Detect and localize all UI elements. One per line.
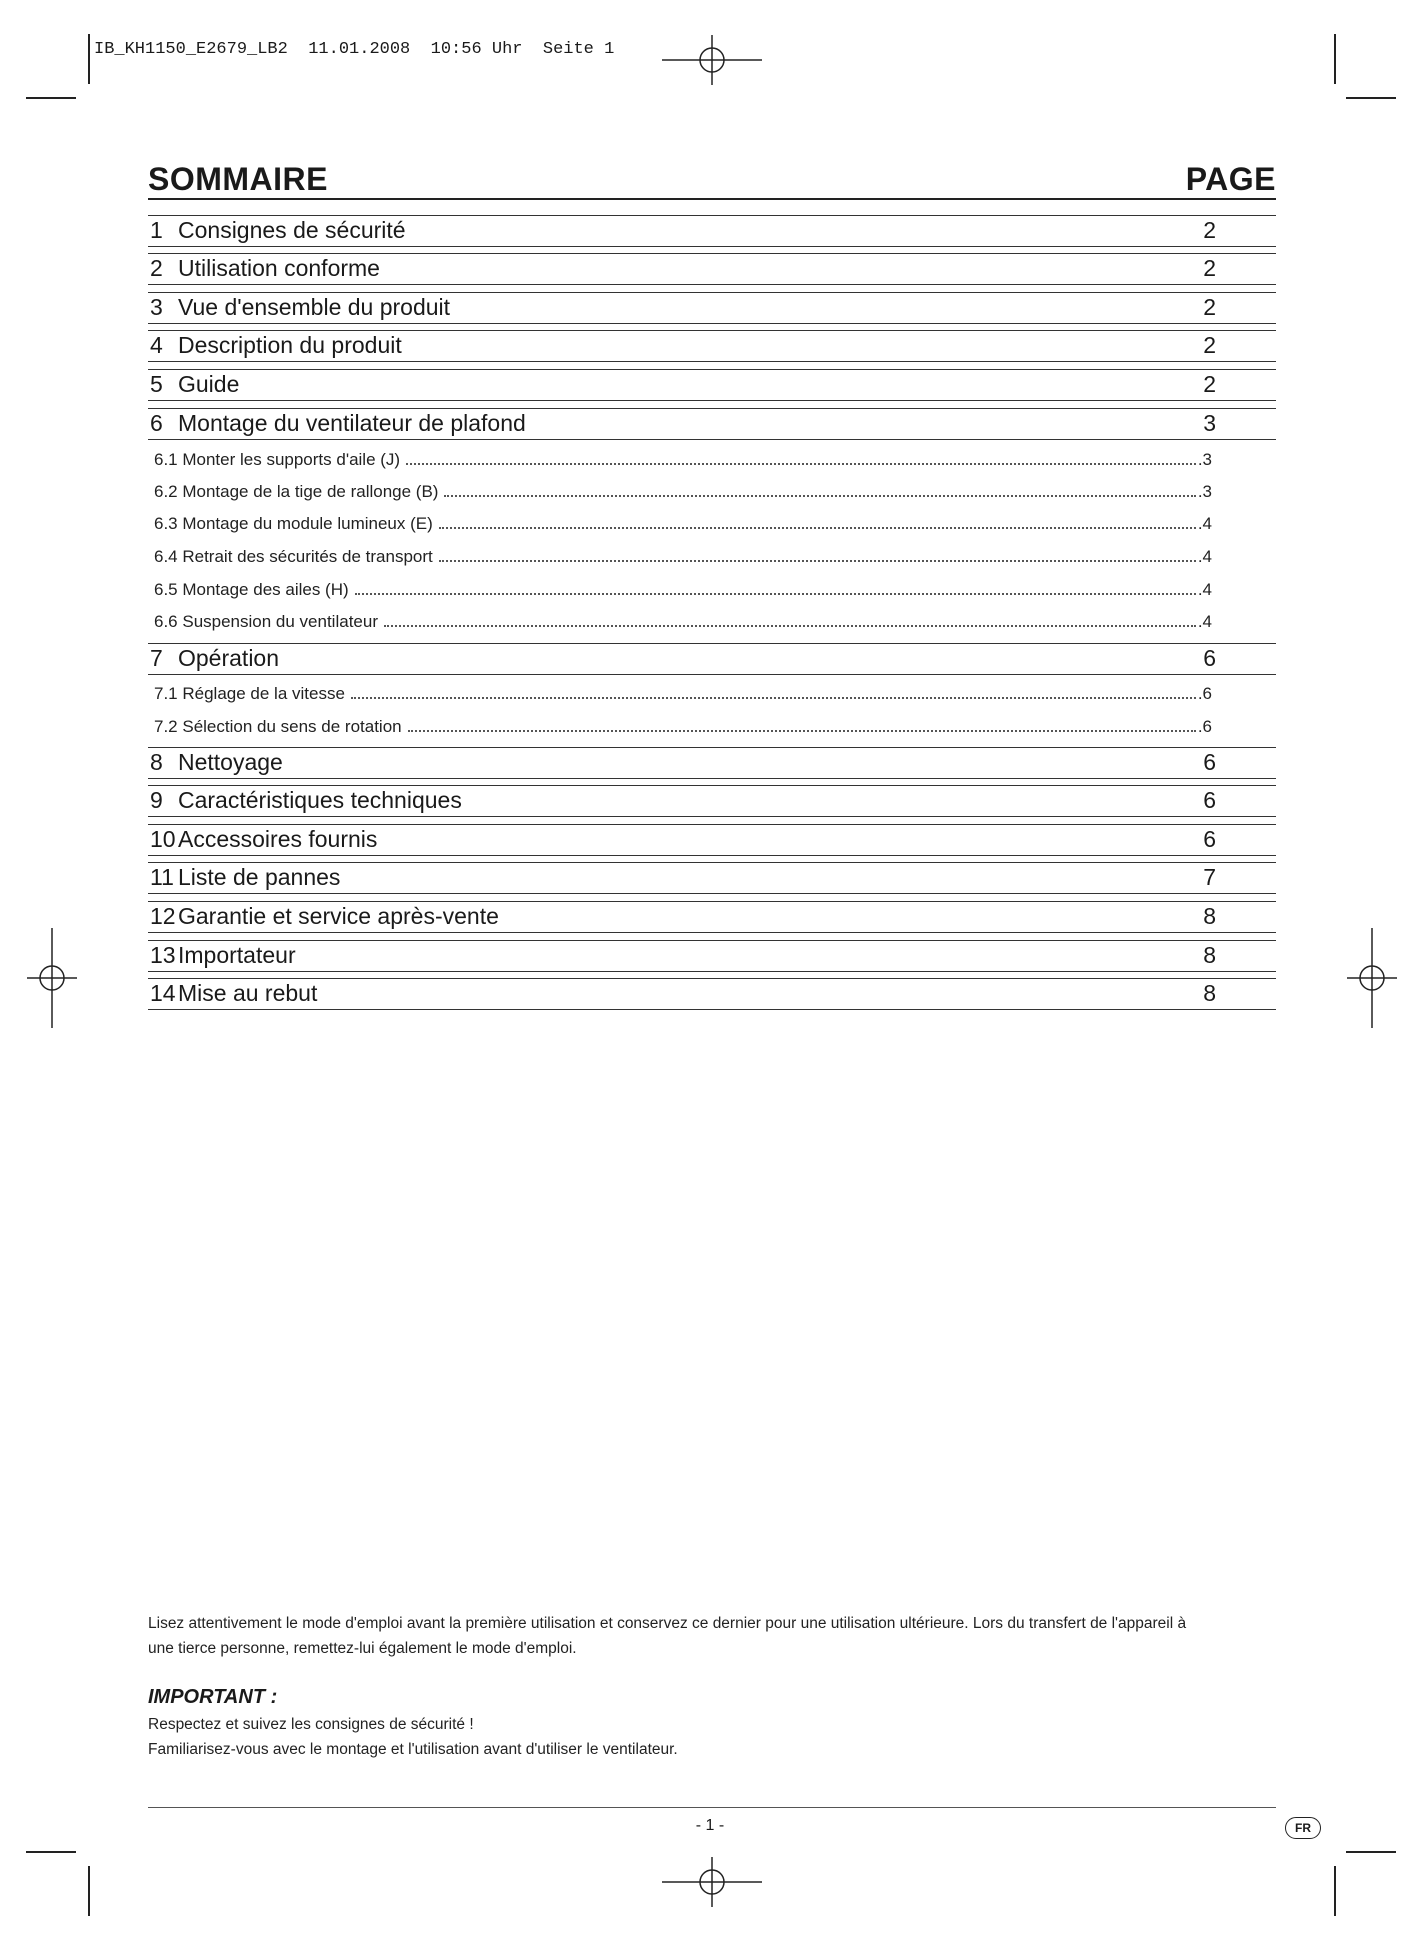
- subsection-page: .3: [1197, 450, 1212, 469]
- section-page: 2: [1203, 294, 1216, 320]
- toc-section[interactable]: [148, 292, 1276, 324]
- toc-subsection[interactable]: [154, 543, 1212, 567]
- page-number: - 1 -: [695, 1817, 725, 1834]
- section-number: 7: [150, 645, 163, 671]
- dot-leader: [408, 730, 1196, 732]
- section-page: 3: [1203, 410, 1216, 436]
- subsection-title: 6.2 Montage de la tige de rallonge (B): [154, 482, 439, 501]
- section-page: 2: [1203, 255, 1216, 281]
- section-title: Vue d'ensemble du produit: [178, 294, 451, 320]
- section-title: Guide: [178, 371, 240, 397]
- toc-title: SOMMAIRE: [148, 161, 328, 197]
- section-number: 9: [150, 787, 163, 813]
- toc-section[interactable]: [148, 215, 1276, 247]
- section-number: 2: [150, 255, 163, 281]
- section-title: Montage du ventilateur de plafond: [178, 410, 526, 436]
- section-number: 14: [150, 980, 176, 1006]
- toc-subsection[interactable]: [154, 478, 1212, 502]
- dot-leader: [444, 495, 1195, 497]
- section-number: 8: [150, 749, 163, 775]
- important-heading: IMPORTANT :: [148, 1686, 278, 1708]
- crop-mark: [1334, 1866, 1336, 1916]
- toc-section[interactable]: [148, 901, 1276, 933]
- subsection-page: .6: [1197, 684, 1212, 703]
- dot-leader: [439, 560, 1196, 562]
- section-page: 7: [1203, 864, 1216, 890]
- section-page: 2: [1203, 371, 1216, 397]
- toc-subsection[interactable]: [154, 680, 1212, 704]
- registration-mark-icon: [662, 1832, 762, 1932]
- section-page: 8: [1203, 942, 1216, 968]
- crop-mark: [88, 34, 90, 84]
- subsection-title: 6.4 Retrait des sécurités de transport: [154, 547, 433, 566]
- crop-mark: [1346, 97, 1396, 99]
- important-line: Familiarisez-vous avec le montage et l'utilisation avant d'utiliser le ventilateur.: [148, 1741, 678, 1758]
- dot-leader: [406, 463, 1196, 465]
- intro-line: une tierce personne, remettez-lui également le mode d'emploi.: [148, 1640, 577, 1657]
- toc-section[interactable]: [148, 330, 1276, 362]
- subsection-page: .4: [1197, 612, 1212, 631]
- toc-section[interactable]: [148, 253, 1276, 285]
- toc-subsection[interactable]: [154, 576, 1212, 600]
- intro-paragraph: [148, 1611, 1278, 1661]
- section-title: Garantie et service après-vente: [178, 903, 499, 929]
- section-page: 2: [1203, 332, 1216, 358]
- dot-leader: [384, 625, 1196, 627]
- footer-rule: [148, 1807, 1276, 1808]
- section-title: Nettoyage: [178, 749, 283, 775]
- toc-section[interactable]: [148, 862, 1276, 894]
- dot-leader: [439, 527, 1196, 529]
- section-page: 8: [1203, 903, 1216, 929]
- section-number: 6: [150, 410, 163, 436]
- crop-mark: [1346, 1851, 1396, 1853]
- section-page: 2: [1203, 217, 1216, 243]
- subsection-title: 6.3 Montage du module lumineux (E): [154, 514, 433, 533]
- important-line: Respectez et suivez les consignes de sécurité !: [148, 1716, 474, 1733]
- toc-subsection[interactable]: [154, 446, 1212, 470]
- subsection-page: .4: [1197, 547, 1212, 566]
- toc-section[interactable]: [148, 824, 1276, 856]
- section-page: 6: [1203, 787, 1216, 813]
- print-slug: IB_KH1150_E2679_LB2 11.01.2008 10:56 Uhr Seite 1: [94, 40, 615, 59]
- toc-section[interactable]: [148, 978, 1276, 1010]
- important-paragraph: [148, 1712, 1278, 1762]
- section-title: Consignes de sécurité: [178, 217, 406, 243]
- toc-section[interactable]: [148, 369, 1276, 401]
- section-title: Accessoires fournis: [178, 826, 378, 852]
- section-page: 8: [1203, 980, 1216, 1006]
- section-number: 12: [150, 903, 176, 929]
- dot-leader: [355, 593, 1196, 595]
- toc-header: [148, 160, 1276, 200]
- language-badge: FR: [1285, 1817, 1321, 1839]
- dot-leader: [351, 697, 1196, 699]
- section-title: Importateur: [178, 942, 296, 968]
- toc-subsection[interactable]: [154, 510, 1212, 534]
- section-number: 1: [150, 217, 163, 243]
- section-page: 6: [1203, 826, 1216, 852]
- subsection-title: 6.1 Monter les supports d'aile (J): [154, 450, 401, 469]
- subsection-title: 7.2 Sélection du sens de rotation: [154, 717, 402, 736]
- toc-section[interactable]: [148, 643, 1276, 675]
- toc-page-label: PAGE: [1185, 161, 1276, 197]
- registration-mark-icon: [2, 928, 102, 1028]
- section-title: Description du produit: [178, 332, 402, 358]
- subsection-title: 6.5 Montage des ailes (H): [154, 580, 349, 599]
- section-title: Utilisation conforme: [178, 255, 380, 281]
- toc-section[interactable]: [148, 785, 1276, 817]
- subsection-page: .4: [1197, 580, 1212, 599]
- toc-section[interactable]: [148, 940, 1276, 972]
- section-number: 10: [150, 826, 176, 852]
- section-page: 6: [1203, 749, 1216, 775]
- intro-line: Lisez attentivement le mode d'emploi avant la première utilisation et conservez ce dernier pour une utilisation ultérieure. Lors du transfert de l'appareil à: [148, 1615, 1187, 1632]
- section-number: 11: [150, 864, 174, 890]
- section-title: Caractéristiques techniques: [178, 787, 462, 813]
- section-number: 13: [150, 942, 176, 968]
- crop-mark: [26, 97, 76, 99]
- crop-mark: [88, 1866, 90, 1916]
- registration-mark-icon: [1322, 928, 1418, 1028]
- toc-subsection[interactable]: [154, 608, 1212, 632]
- section-title: Opération: [178, 645, 280, 671]
- subsection-title: 6.6 Suspension du ventilateur: [154, 612, 378, 631]
- registration-mark-icon: [662, 10, 762, 110]
- crop-mark: [1334, 34, 1336, 84]
- section-number: 3: [150, 294, 163, 320]
- toc-subsection[interactable]: [154, 713, 1212, 737]
- toc-section[interactable]: [148, 408, 1276, 440]
- section-title: Mise au rebut: [178, 980, 318, 1006]
- crop-mark: [26, 1851, 76, 1853]
- section-title: Liste de pannes: [178, 864, 341, 890]
- section-page: 6: [1203, 645, 1216, 671]
- section-number: 5: [150, 371, 163, 397]
- subsection-title: 7.1 Réglage de la vitesse: [154, 684, 345, 703]
- subsection-page: .4: [1197, 514, 1212, 533]
- subsection-page: .6: [1197, 717, 1212, 736]
- subsection-page: .3: [1197, 482, 1212, 501]
- toc-section[interactable]: [148, 747, 1276, 779]
- section-number: 4: [150, 332, 163, 358]
